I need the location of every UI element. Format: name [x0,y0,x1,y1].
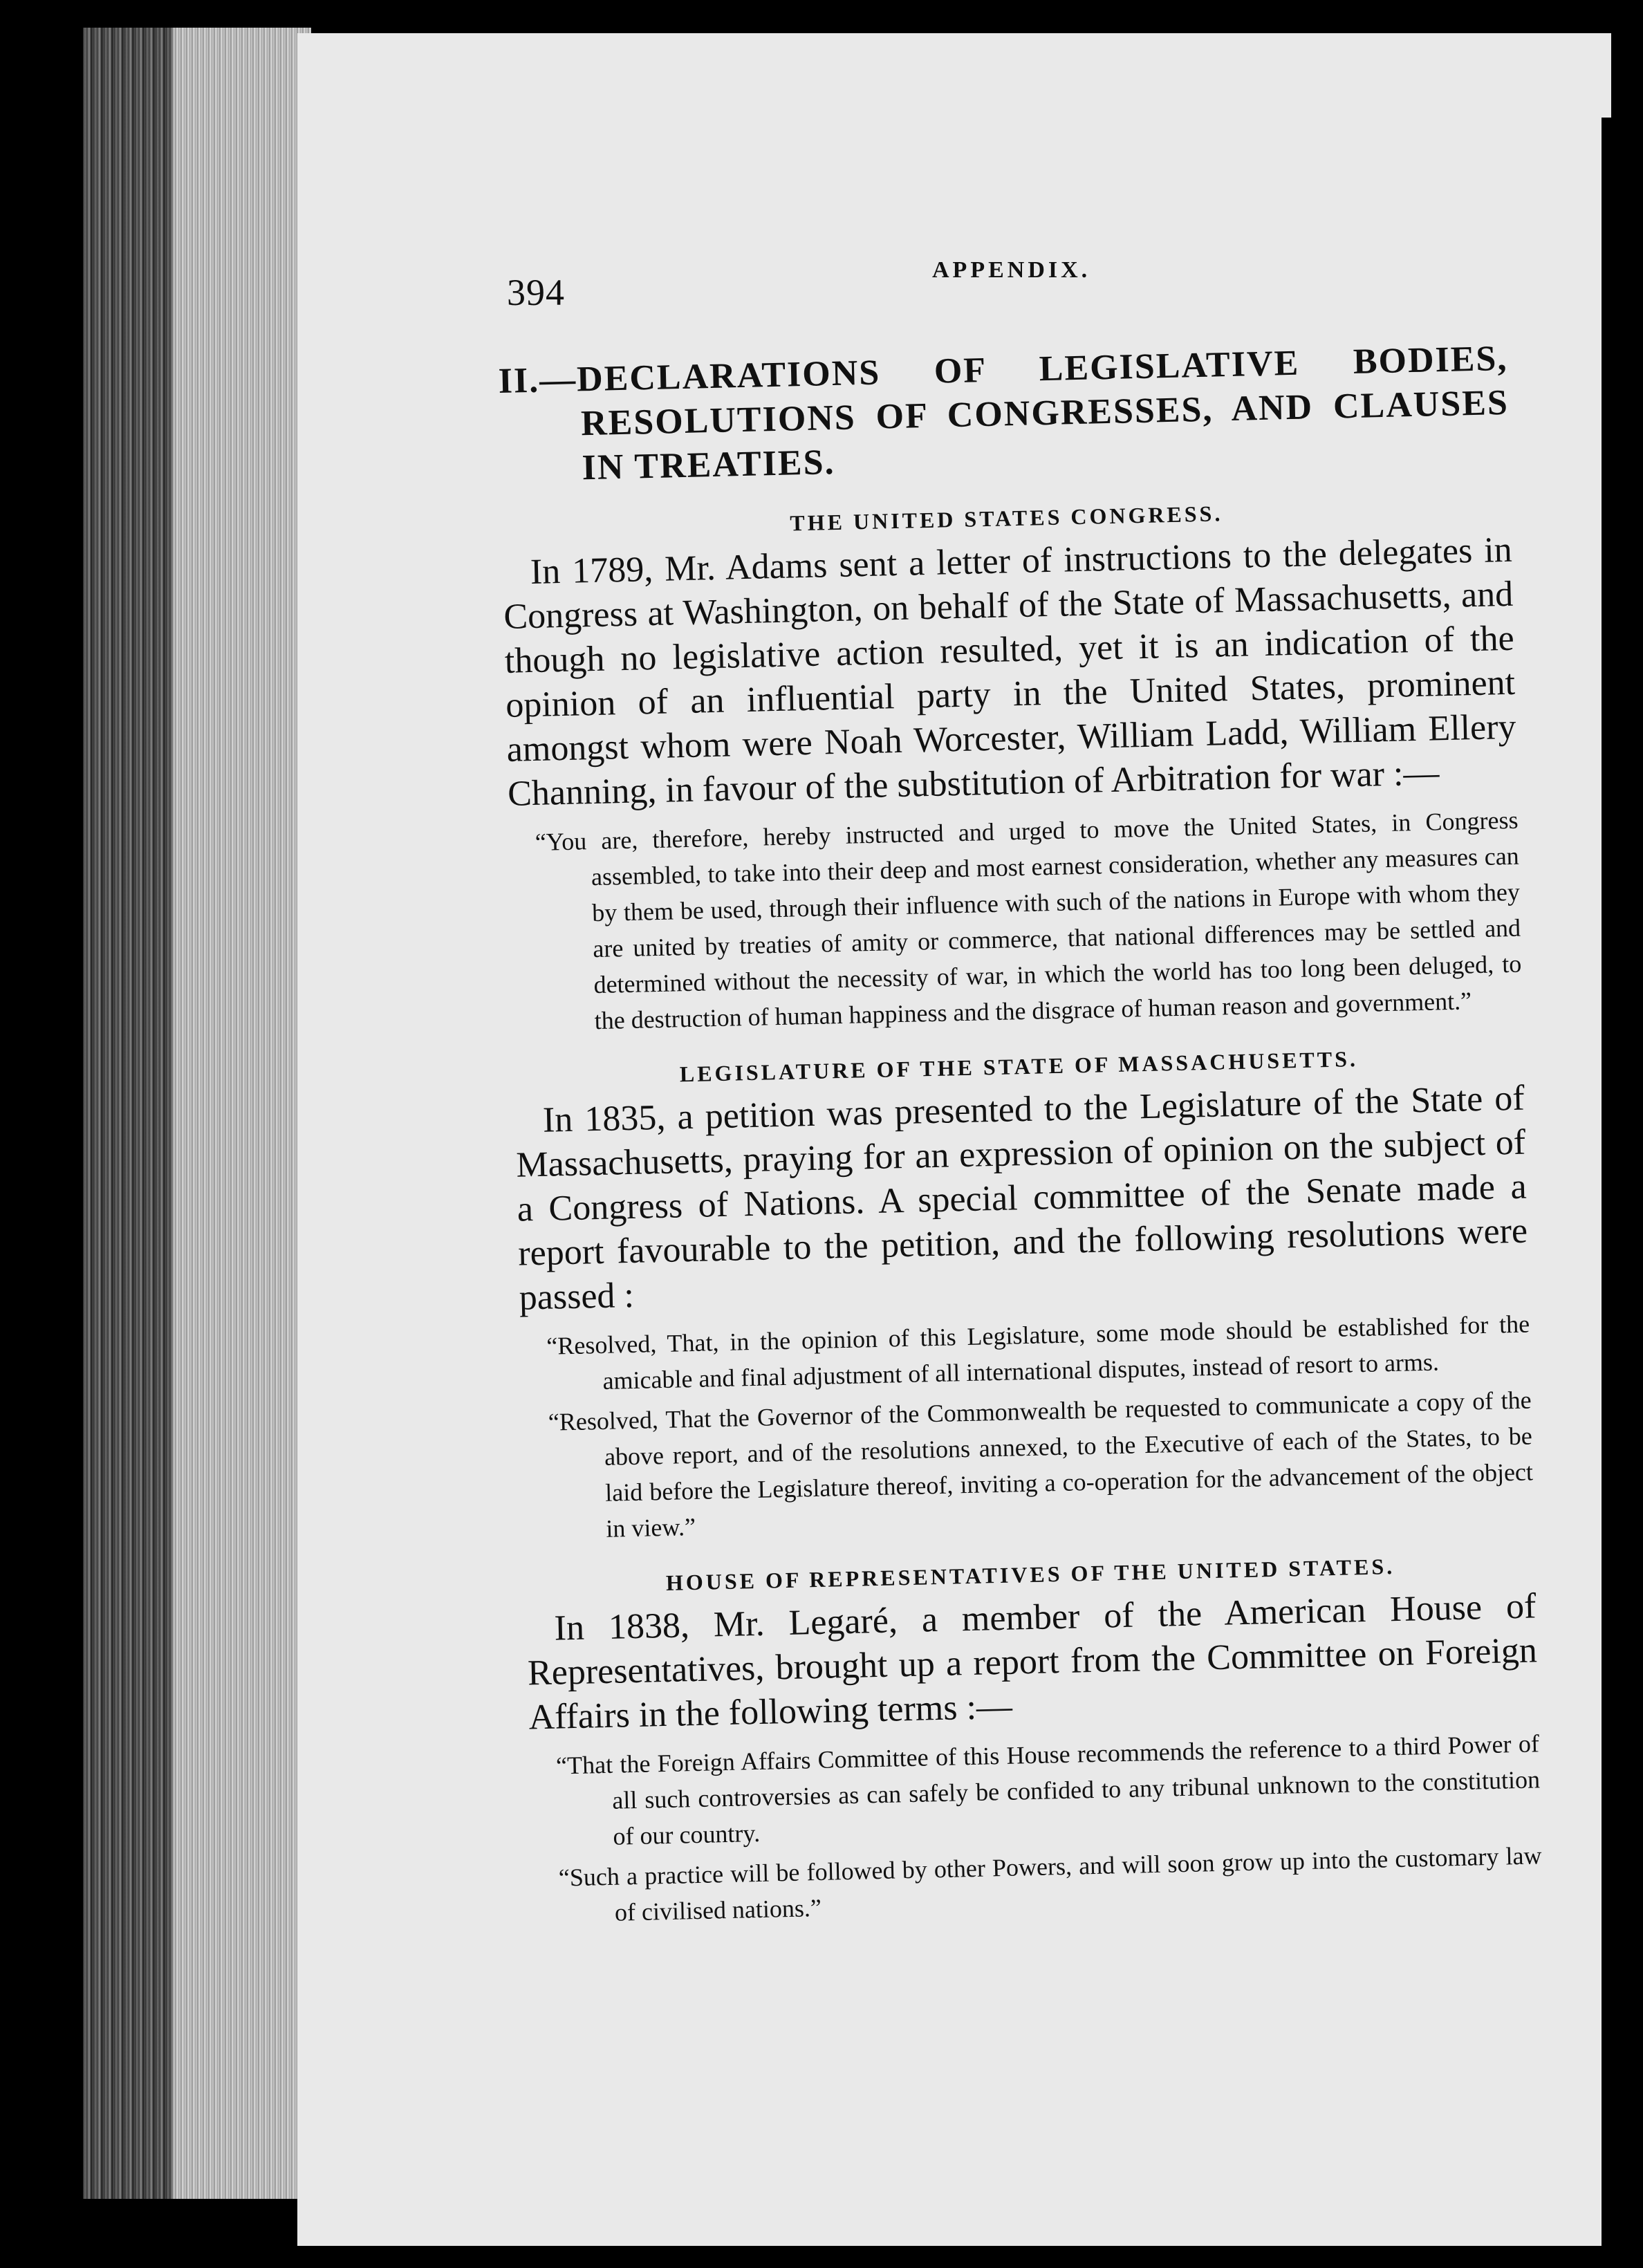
book-page-edges-inner [173,28,311,2199]
quotation: “Such a practice will be followed by other Powers, and will soon grow up into the customary law of civilised nations.” [558,1841,1542,1926]
section-title: II.—DECLARATIONS OF LEGISLATIVE BODIES, RESOLUTIONS OF CONGRESSES, AND CLAUSES IN TREATIES. [498,338,1510,488]
subheading: LEGISLATURE OF THE STATE OF MASSACHUSETTS. [679,1046,1359,1087]
paragraph: In 1789, Mr. Adams sent a letter of instructions to the delegates in Congress at Washington, on behalf of the State of Massachusetts, and though no legislative action resulted, yet it is an indication of the opinion of an influential party in the United States, prominent amongst whom were Noah Worcester, William Ladd, William Ellery Channing, in favour of the substitution of Arbitration for war :— [503,530,1517,814]
block-massachusetts [514,1043,1534,1549]
page-body [498,337,1543,1937]
block-us-congress [501,494,1523,1041]
paragraph: In 1838, Mr. Legaré, a member of the American House of Representatives, brought up a report from the Committee on Foreign Affairs in the following terms :— [527,1586,1538,1738]
page-number: 394 [507,272,565,313]
quotation: “Resolved, That the Governor of the Commonwealth be requested to communicate a copy of the above report, and of the resolutions annexed, to the Executive of each of the States, to be laid before the Legislature thereof, inviting a co-operation for the advancement of the object in view.” [548,1386,1534,1543]
quotation: “That the Foreign Affairs Committee of this House recommends the reference to a third Power of all such controversies as can safely be confided to any tribunal unknown to the constitution of our country. [555,1729,1541,1850]
subheading: THE UNITED STATES CONGRESS. [790,501,1223,536]
scan-border [1602,118,1622,2261]
block-house-of-representatives [526,1550,1543,1932]
quotation: “Resolved, That, in the opinion of this Legislature, some mode should be established for the amicable and final adjustment of all international disputes, instead of resort to arms. [546,1310,1530,1395]
running-head: APPENDIX. [932,257,1091,283]
paragraph: In 1835, a petition was presented to the Legislature of the State of Massachusetts, praying for an expression of opinion on the subject of a Congress of Nations. A special committee of the Senate made a report favourable to the petition, and the following resolutions were passed : [515,1078,1528,1318]
quotation: “You are, therefore, hereby instructed and urged to move the United States, in Congress assembled, to take into their deep and most earnest consideration, whether any measures can by them be used, through their influence with such of the nations in Europe with whom they are united by treaties of amity or commerce, that national differences may be settled and determined without the necessity of war, in which the world has too long been deluged, to the destruction of human happiness and the disgrace of human reason and government.” [535,806,1522,1035]
subheading: HOUSE OF REPRESENTATIVES OF THE UNITED STATES. [665,1554,1395,1595]
